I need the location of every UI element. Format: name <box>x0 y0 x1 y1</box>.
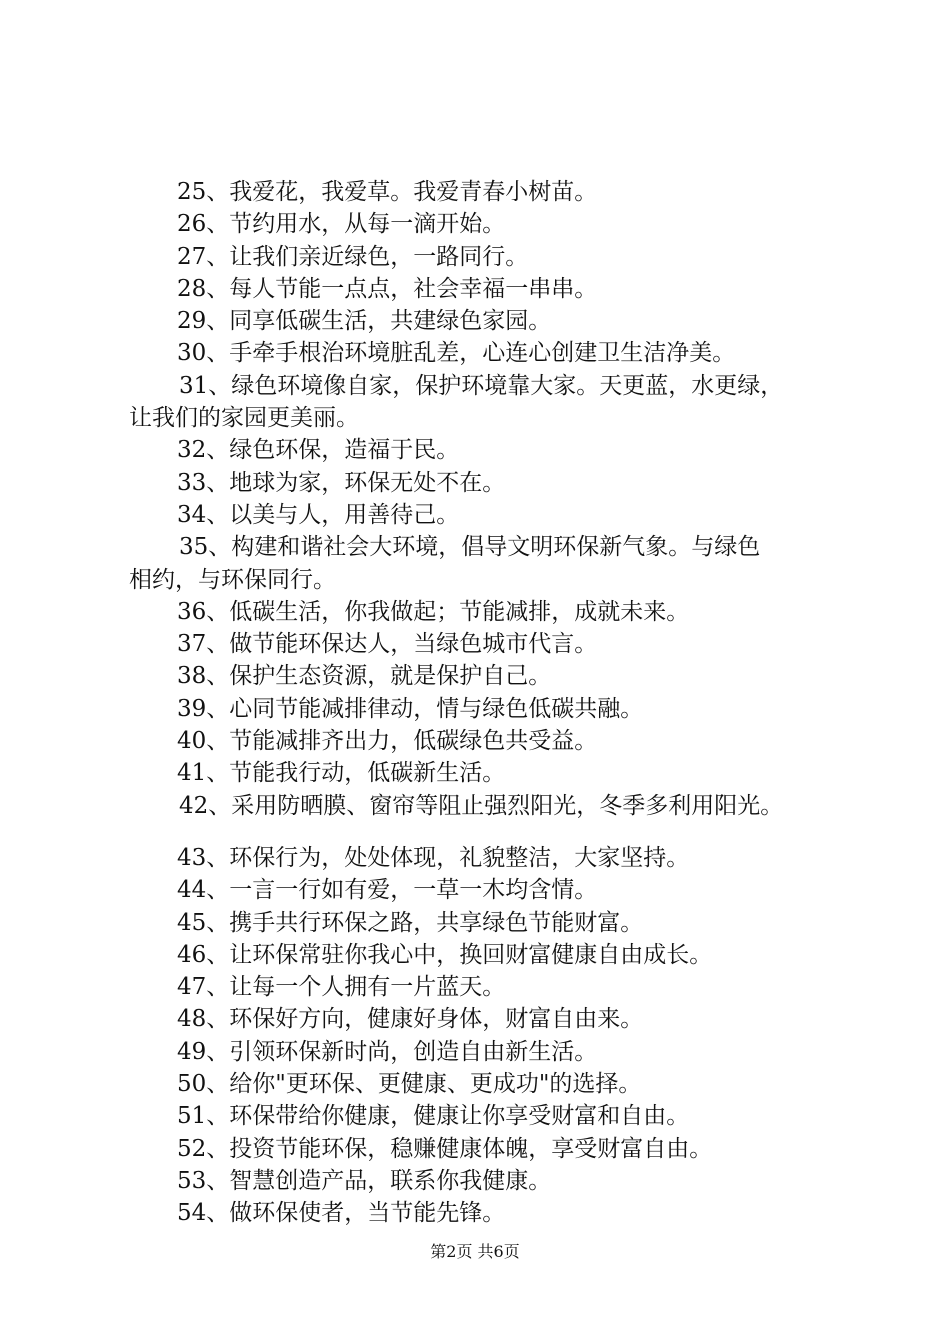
slogan-list <box>129 176 841 1230</box>
slogan-line-50: 50、给你"更环保、更健康、更成功"的选择。 <box>177 1071 642 1098</box>
slogan-line-44: 44、一言一行如有爱，一草一木均含情。 <box>177 877 598 904</box>
slogan-line-32: 32、绿色环保，造福于民。 <box>177 437 460 464</box>
slogan-line-34: 34、以美与人，用善待己。 <box>177 501 460 528</box>
slogan-line-29: 29、同享低碳生活，共建绿色家园。 <box>177 308 552 335</box>
slogan-line-48: 48、环保好方向，健康好身体，财富自由来。 <box>177 1006 644 1033</box>
blank-gap <box>129 822 841 842</box>
slogan-line-33: 33、地球为家，环保无处不在。 <box>177 469 506 496</box>
slogan-line-41: 41、节能我行动，低碳新生活。 <box>177 760 506 787</box>
slogan-line-45: 45、携手共行环保之路，共享绿色节能财富。 <box>177 909 644 936</box>
slogan-line-30: 30、手牵手根治环境脏乱差，心连心创建卫生洁净美。 <box>177 340 736 367</box>
slogan-line-47: 47、让每一个人拥有一片蓝天。 <box>177 974 506 1001</box>
slogan-line-42: 42、采用防晒膜、窗帘等阻止强烈阳光，冬季多利用阳光。 <box>179 792 784 819</box>
page-number-footer: 第2页 共6页 <box>430 1242 520 1261</box>
slogan-line-46: 46、让环保常驻你我心中，换回财富健康自由成长。 <box>177 941 713 968</box>
slogan-line-37: 37、做节能环保达人，当绿色城市代言。 <box>177 631 598 658</box>
slogan-line-39: 39、心同节能减排律动，情与绿色低碳共融。 <box>177 695 644 722</box>
slogan-line-27: 27、让我们亲近绿色，一路同行。 <box>177 243 529 270</box>
slogan-line-28: 28、每人节能一点点，社会幸福一串串。 <box>177 275 598 302</box>
slogan-line-52: 52、投资节能环保，稳赚健康体魄，享受财富自由。 <box>177 1135 713 1162</box>
slogan-line-40: 40、节能减排齐出力，低碳绿色共受益。 <box>177 728 598 755</box>
slogan-line-35-continued: 相约，与环保同行。 <box>129 566 336 593</box>
slogan-line-36: 36、低碳生活，你我做起；节能减排，成就未来。 <box>177 598 690 625</box>
slogan-line-38: 38、保护生态资源，就是保护自己。 <box>177 663 552 690</box>
slogan-line-35: 35、构建和谐社会大环境，倡导文明环保新气象。与绿色 <box>179 534 761 561</box>
slogan-line-53: 53、智慧创造产品，联系你我健康。 <box>177 1167 552 1194</box>
slogan-line-26: 26、节约用水，从每一滴开始。 <box>177 211 506 238</box>
slogan-line-31: 31、绿色环境像自家，保护环境靠大家。天更蓝，水更绿， <box>179 372 784 399</box>
slogan-line-49: 49、引领环保新时尚，创造自由新生活。 <box>177 1038 598 1065</box>
slogan-line-54: 54、做环保使者，当节能先锋。 <box>177 1200 506 1227</box>
slogan-line-43: 43、环保行为，处处体现，礼貌整洁，大家坚持。 <box>177 844 690 871</box>
slogan-line-51: 51、环保带给你健康，健康让你享受财富和自由。 <box>177 1103 690 1130</box>
slogan-line-25: 25、我爱花，我爱草。我爱青春小树苗。 <box>177 179 598 205</box>
slogan-line-31-continued: 让我们的家园更美丽。 <box>129 405 359 432</box>
